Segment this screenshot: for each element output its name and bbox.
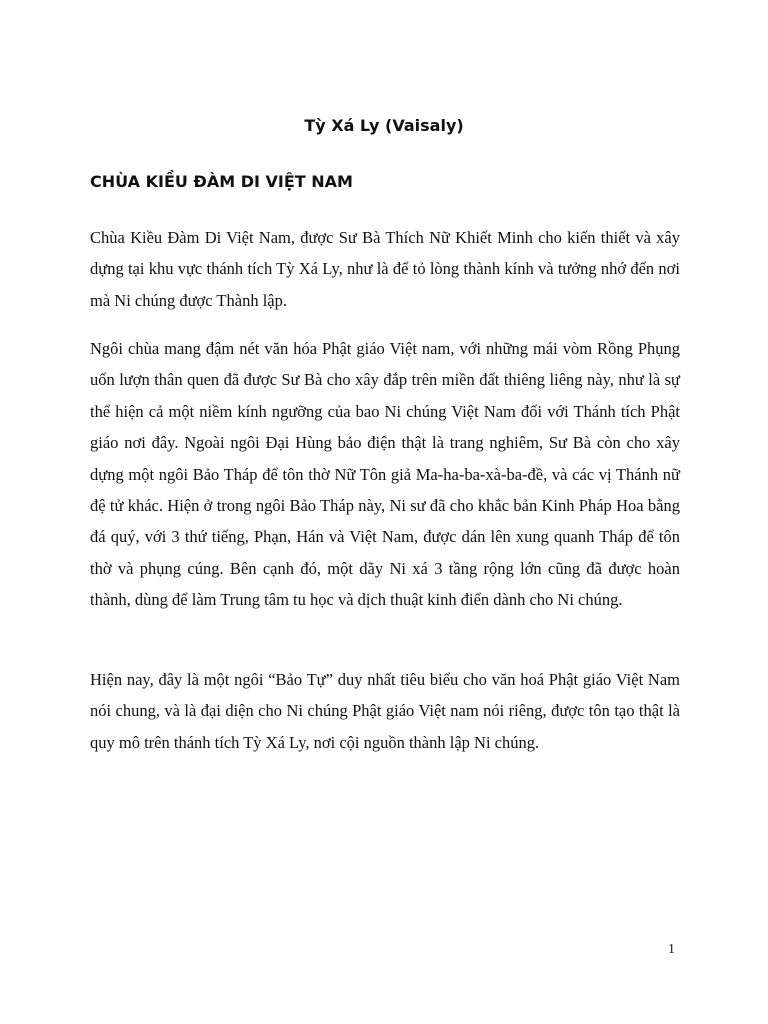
page-number: 1	[668, 942, 675, 957]
paragraph-1: Chùa Kiều Đàm Di Việt Nam, được Sư Bà Thích Nữ Khiết Minh cho kiến thiết và xây dựng tại khu vực thánh tích Tỳ Xá Ly, như là để tỏ lòng thành kính và tưởng nhớ đến nơi mà Ni chúng được Thành lập.	[90, 228, 680, 310]
section-heading: CHÙA KIỀU ĐÀM DI VIỆT NAM	[90, 172, 353, 191]
paragraph-3: Hiện nay, đây là một ngôi “Bảo Tự” duy nhất tiêu biểu cho văn hoá Phật giáo Việt Nam nói chung, và là đại diện cho Ni chúng Phật giáo Việt nam nói riêng, được tôn tạo thật là quy mô trên thánh tích Tỳ Xá Ly, nơi cội nguồn thành lập Ni chúng.	[90, 670, 680, 752]
paragraph-2: Ngôi chùa mang đậm nét văn hóa Phật giáo Việt nam, với những mái vòm Rồng Phụng uốn lượn thân quen đã được Sư Bà cho xây đắp trên miền đất thiêng liêng này, như là sự thể hiện cả một niềm kính ngưỡng của bao Ni chúng Việt Nam đối với Thánh tích Phật giáo nơi đây. Ngoài ngôi Đại Hùng bảo điện thật là trang nghiêm, Sư Bà còn cho xây dựng một ngôi Bảo Tháp để tôn thờ Nữ Tôn giả Ma-ha-ba-xà-ba-đề, và các vị Thánh nữ đệ tử khác. Hiện ở trong ngôi Bảo Tháp này, Ni sư đã cho khắc bản Kinh Pháp Hoa bằng đá quý, với 3 thứ tiếng, Phạn, Hán và Việt Nam, được dán lên xung quanh Tháp để tôn thờ và phụng cúng. Bên cạnh đó, một dãy Ni xá 3 tầng rộng lớn cũng đã được hoàn thành, dùng để làm Trung tâm tu học và dịch thuật kinh điển dành cho Ni chúng.	[90, 339, 680, 610]
document-title: Tỳ Xá Ly (Vaisaly)	[304, 116, 464, 135]
